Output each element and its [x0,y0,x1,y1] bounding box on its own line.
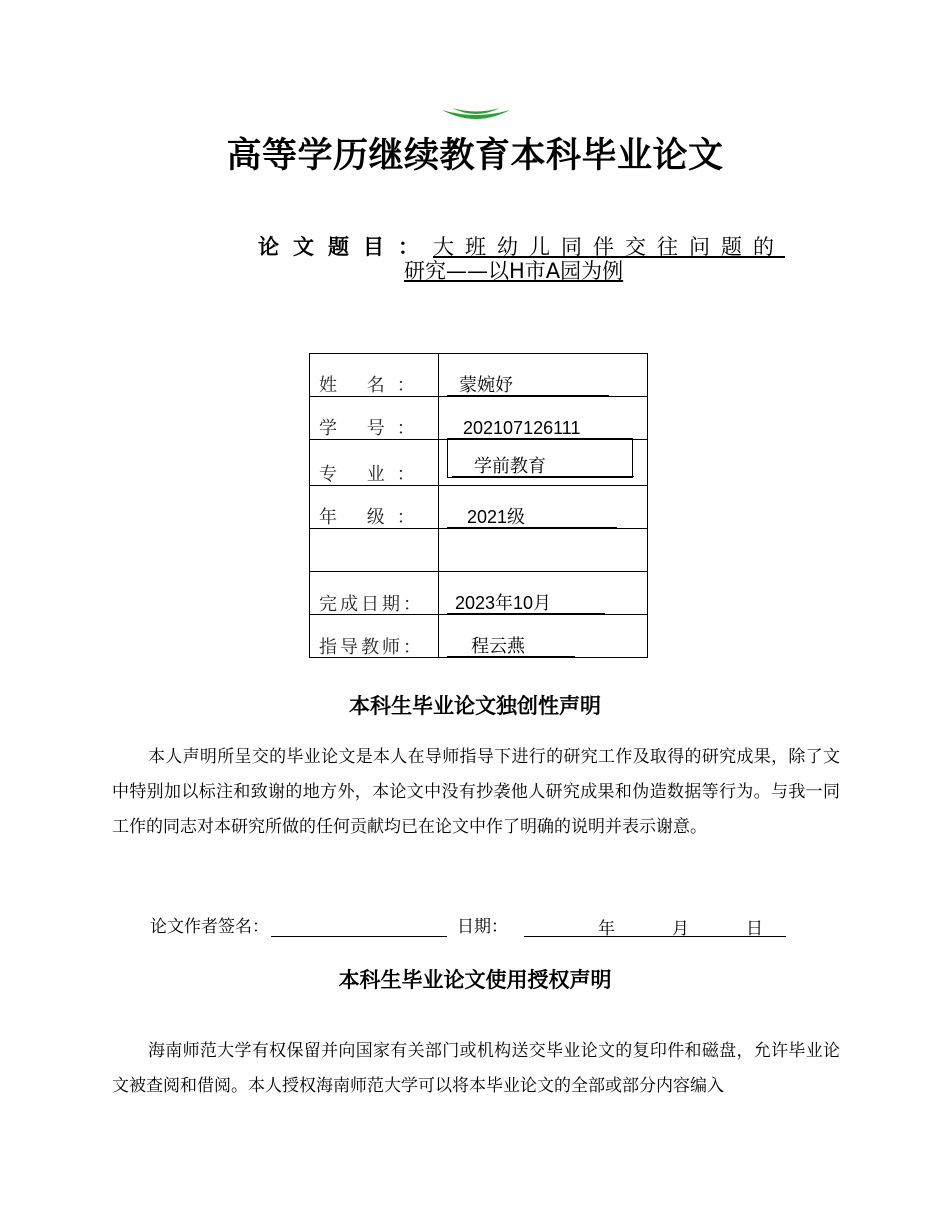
table-row [310,440,648,486]
university-logo [440,106,512,124]
student-id-label-cell [310,397,439,440]
completion-date-value-cell [439,572,648,615]
grade-label: 年 级： [319,507,427,528]
authorization-heading: 本科生毕业论文使用授权声明 [338,968,612,992]
date-blank [524,914,786,937]
name-value-cell [439,354,648,397]
advisor-label: 指导教师： [319,637,421,658]
grade-value-cell [439,486,648,529]
table-row [310,529,648,572]
table-row [310,572,648,615]
name-label: 姓 名： [319,375,427,396]
thesis-title-line1: 大班幼儿同伴交往问题的 [433,235,785,259]
originality-text: 本人声明所呈交的毕业论文是本人在导师指导下进行的研究工作及取得的研究成果，除了文中特别加以标注和致谢的地方外，本论文中没有抄袭他人研究成果和伪造数据等行为。与我一同工作的同志对本研究所做的任何贡献均已在论文中作了明确的说明并表示谢意。 [112,747,840,837]
date-label: 日期： [457,917,508,937]
completion-date-label-cell [310,572,439,615]
major-value-cell [439,440,648,486]
student-id-value: 202107126111 [447,418,613,439]
completion-date-label: 完成日期： [319,594,421,615]
advisor-value-cell [439,615,648,658]
name-label-cell [310,354,439,397]
student-id-value-cell [439,397,648,440]
major-label: 专 业： [319,464,427,485]
thesis-title-line2: 研究——以H市A园为例 [404,259,624,283]
table-row [310,354,648,397]
grade-value: 2021级 [447,507,617,528]
signature-line [150,912,786,937]
grade-label-cell [310,486,439,529]
student-id-label: 学 号： [319,418,427,439]
thesis-title-label: 论文题目： [258,235,433,259]
date-day-label: 日 [746,919,763,939]
advisor-label-cell [310,615,439,658]
thesis-title [258,234,838,283]
table-row [310,615,648,658]
student-info-table [309,353,648,658]
date-year-label: 年 [598,919,615,939]
advisor-value: 程云燕 [447,636,575,657]
major-value-box [447,438,633,478]
main-title: 高等学历继续教育本科毕业论文 [226,136,724,176]
major-label-cell [310,440,439,486]
name-value: 蒙婉妤 [447,375,609,396]
table-row [310,486,648,529]
originality-heading: 本科生毕业论文独创性声明 [349,694,601,718]
date-month-label: 月 [672,919,689,939]
empty-label-cell [310,529,439,572]
authorization-text: 海南师范大学有权保留并向国家有关部门或机构送交毕业论文的复印件和磁盘，允许毕业论文被查阅和借阅。本人授权海南师范大学可以将本毕业论文的全部或部分内容编入 [112,1041,840,1096]
signature-label: 论文作者签名： [150,917,269,937]
empty-value-cell [439,529,648,572]
completion-date-value: 2023年10月 [447,593,605,614]
signature-blank [271,918,447,937]
table-row [310,397,648,440]
major-value: 学前教育 [452,456,634,477]
